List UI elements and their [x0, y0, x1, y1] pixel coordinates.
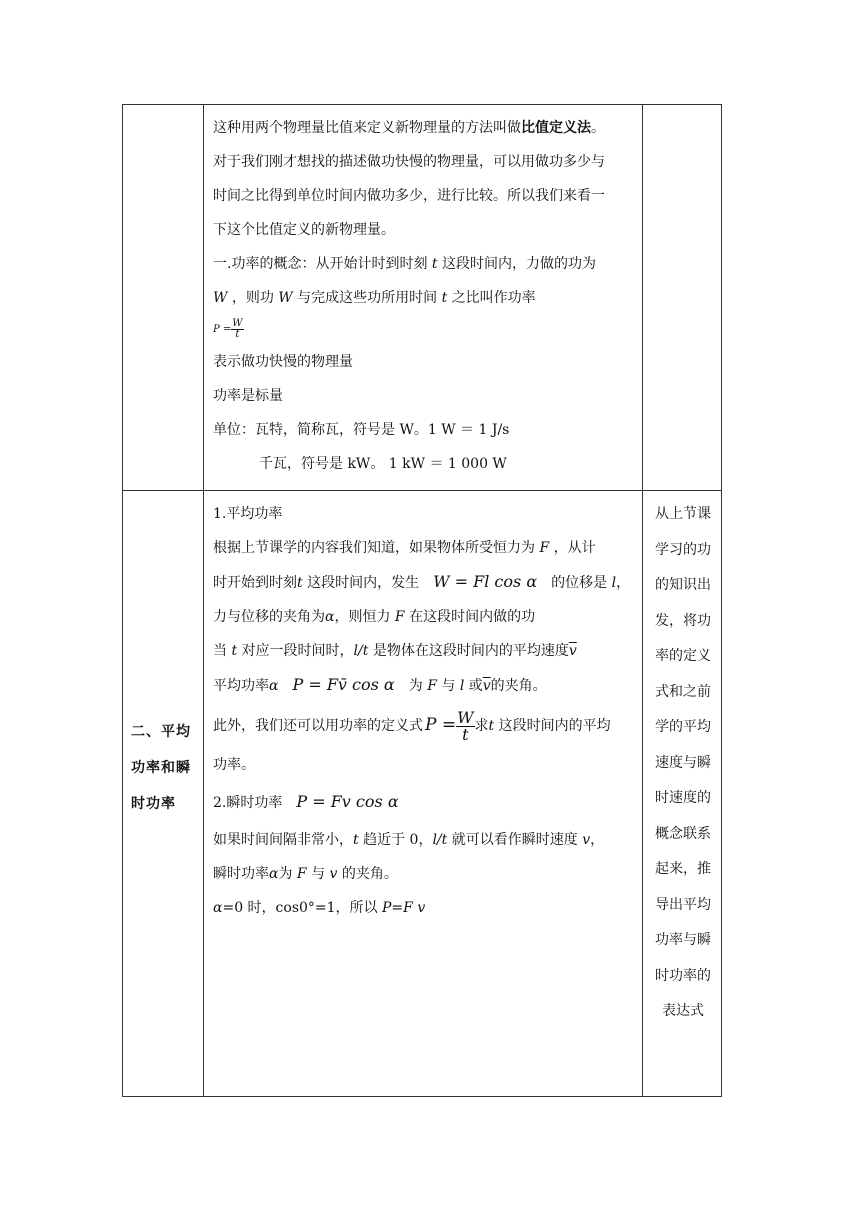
note-line: 率的定义: [655, 648, 711, 664]
paragraph-line: 千瓦，符号是 kW。 1 kW ＝ 1 000 W: [259, 456, 507, 472]
var: $\overline{v}$: [568, 643, 577, 659]
text: 的夹角。: [341, 866, 398, 882]
var: l: [459, 678, 465, 694]
formula-text: P =: [425, 715, 457, 735]
numerator: W: [232, 318, 243, 329]
paragraph-line: 功率是标量: [213, 388, 283, 404]
var: v: [329, 866, 338, 882]
var: W: [213, 290, 228, 306]
text: ，则恒力: [334, 609, 391, 625]
teaching-note-cell: [643, 491, 722, 1097]
text: 求: [474, 718, 489, 734]
var: t: [441, 290, 448, 306]
section-label-line: 功率和瞬: [131, 759, 191, 776]
text: 的位移是: [551, 575, 608, 591]
table-row: [123, 491, 722, 1097]
note-line: 式和之前: [655, 683, 711, 700]
section-label-line: 时功率: [131, 795, 176, 812]
var: t: [353, 832, 359, 848]
text: 时开始到时刻: [213, 575, 297, 591]
paragraph-line: 功率。: [213, 757, 255, 773]
text: 。: [591, 120, 605, 136]
work-equation: W = Fl cos α: [433, 572, 538, 591]
text: 这段时间内的平均: [498, 718, 611, 734]
text: 这种用两个物理量比值来定义新物理量的方法叫做: [213, 120, 521, 136]
subheading: 1.平均功率: [213, 506, 283, 522]
var: $\overline{v}$: [482, 678, 491, 694]
paragraph-line: 单位：瓦特，简称瓦，符号是 W。1 W ＝ 1 J/s: [213, 422, 510, 438]
text: 为: [408, 678, 423, 694]
lesson-table-page: [122, 104, 722, 1097]
text: 瞬时功率: [213, 866, 269, 882]
text: 力与位移的夹角为: [213, 609, 325, 625]
paragraph-line: 对于我们刚才想找的描述做功快慢的物理量，可以用做功多少与: [213, 154, 605, 170]
denominator: t: [462, 724, 469, 744]
note-line: 的知识出: [655, 577, 711, 593]
note-line: 导出平均: [655, 896, 711, 913]
var: P=F v: [382, 900, 426, 916]
var: t: [488, 718, 495, 734]
section-label-line: 二、平均: [131, 723, 191, 740]
text: 之比叫作功率: [451, 290, 536, 306]
content-cell: [204, 491, 643, 1097]
formula-text: P =: [213, 324, 232, 335]
note-line: 时速度的: [655, 790, 711, 806]
section-label-cell: [123, 491, 204, 1097]
denominator: t: [235, 329, 240, 340]
var: t: [431, 256, 438, 272]
var: α: [269, 678, 279, 694]
var: v: [582, 832, 591, 848]
text: =0 时，cos0°=1，所以: [222, 900, 378, 916]
text: 的夹角。: [490, 678, 547, 694]
var: F: [539, 540, 550, 556]
text: 这段时间内，力做的功为: [442, 256, 596, 272]
var: α: [269, 866, 279, 882]
content-cell: [204, 105, 643, 491]
numerator: W: [457, 707, 474, 727]
text: 平均功率: [213, 678, 269, 694]
note-line: 学习的功: [655, 541, 711, 558]
power-formula: [213, 315, 634, 345]
text: ，: [616, 575, 631, 591]
subheading: 2.瞬时功率: [213, 795, 283, 811]
var: l: [611, 575, 617, 591]
section-label-cell-empty: [123, 105, 204, 491]
var: t: [297, 575, 303, 591]
bold-term: 比值定义法: [521, 120, 591, 136]
text: ，: [590, 832, 605, 848]
text: 当: [213, 643, 227, 659]
text: 一.功率的概念：从开始计时到时刻: [213, 256, 428, 272]
note-line: 从上节课: [655, 506, 711, 522]
note-line: 速度与瞬: [655, 754, 711, 771]
table-row: [123, 105, 722, 491]
text: ，则功: [231, 290, 274, 306]
var: t: [231, 643, 238, 659]
text: 或: [468, 678, 483, 694]
var: F: [427, 678, 437, 694]
lesson-table: [122, 104, 722, 1097]
text: 如果时间间隔非常小，: [213, 832, 353, 848]
text: 是物体在这段时间内的平均速度: [372, 643, 569, 659]
var: W: [278, 290, 293, 306]
note-line: 时功率的: [655, 967, 711, 984]
var: α: [325, 609, 335, 625]
fraction: [231, 319, 243, 340]
paragraph-line: 时间之比得到单位时间内做功多少，进行比较。所以我们来看一: [213, 188, 605, 204]
note-line: 起来，推: [655, 861, 711, 877]
paragraph-line: 表示做功快慢的物理量: [213, 354, 353, 370]
note-line: 功率与瞬: [655, 932, 711, 948]
note-line: 学的平均: [655, 719, 711, 735]
note-line: 表达式: [662, 1003, 704, 1019]
text: 根据上节课学的内容我们知道，如果物体所受恒力为: [213, 540, 535, 556]
text: 与完成这些功所用时间: [297, 290, 438, 306]
text: 就可以看作瞬时速度: [451, 832, 578, 848]
average-power-equation: P = Fv̄ cos α: [292, 675, 395, 694]
text: ，从计: [553, 540, 596, 556]
text: 与: [441, 678, 456, 694]
note-line: 概念联系: [655, 825, 711, 842]
text: 与: [311, 866, 326, 882]
fraction: [456, 707, 474, 744]
var: l/t: [353, 643, 369, 659]
note-cell-empty: [643, 105, 722, 491]
var: F: [296, 866, 307, 882]
instant-power-equation: P = Fv cos α: [296, 792, 399, 811]
paragraph-line: 下这个比值定义的新物理量。: [213, 222, 395, 238]
text: 这段时间内，发生: [307, 575, 420, 591]
text: 对应一段时间时，: [241, 643, 354, 659]
var: α: [213, 900, 223, 916]
text: 趋近于 0，: [363, 832, 433, 848]
var: F: [394, 609, 405, 625]
text: 为: [278, 866, 293, 882]
var: l/t: [432, 832, 448, 848]
note-line: 发，将功: [655, 612, 711, 629]
text: 此外，我们还可以用功率的定义式: [213, 718, 423, 734]
text: 在这段时间内做的功: [409, 609, 536, 625]
